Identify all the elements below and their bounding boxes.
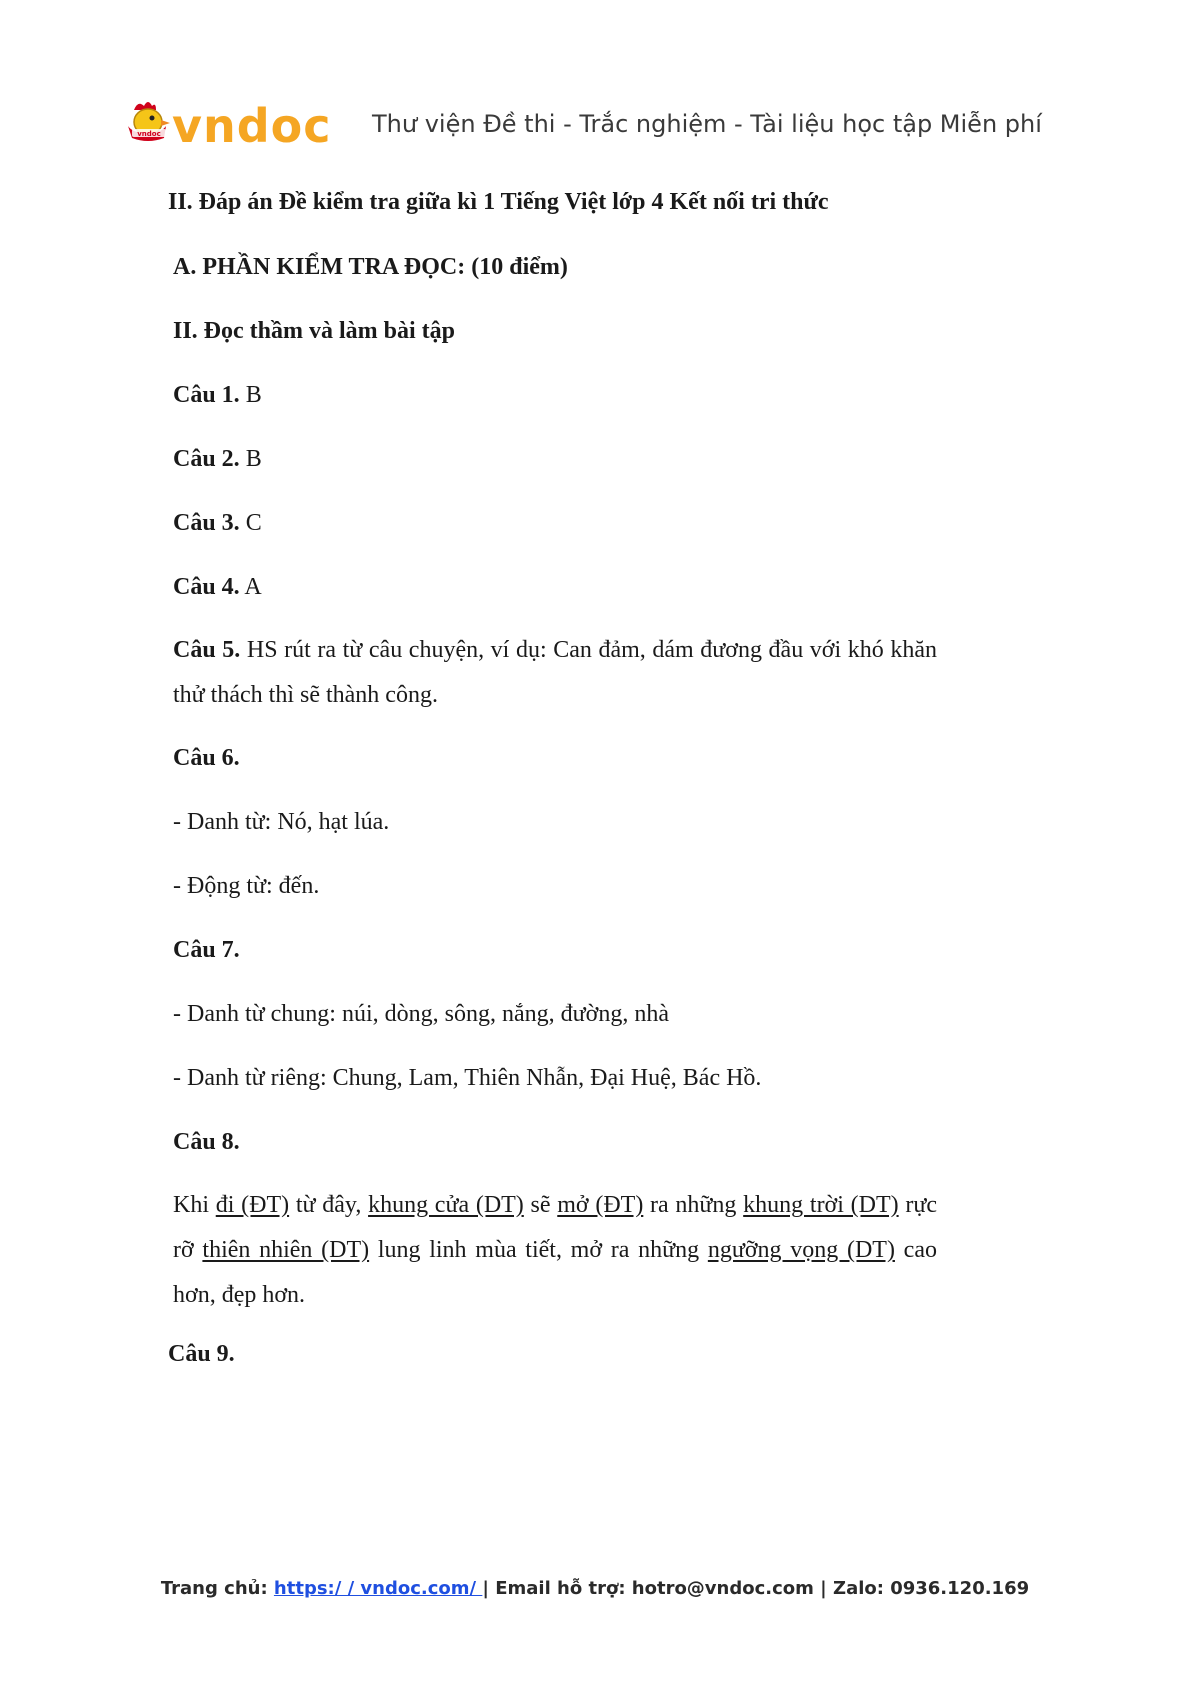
question-6-nouns: - Danh từ: Nó, hạt lúa. (173, 809, 390, 835)
question-answer: B (245, 382, 262, 408)
question-label: Câu 4. (173, 574, 240, 600)
underlined-word: mở (ĐT) (557, 1192, 644, 1218)
doc-title: II. Đáp án Đề kiểm tra giữa kì 1 Tiếng Việt lớp 4 Kết nối tri thức (168, 189, 829, 215)
text-run: Khi (173, 1192, 216, 1218)
question-7-proper-nouns: - Danh từ riêng: Chung, Lam, Thiên Nhẫn, Đại Huệ, Bác Hồ. (173, 1065, 762, 1091)
svg-text:vndoc: vndoc (172, 99, 332, 153)
question-answer: HS rút ra từ câu chuyện, ví dụ: Can đảm, dám đương đầu với khó khăn thử thách thì sẽ thành công. (173, 637, 937, 708)
question-answer: C (245, 510, 262, 536)
text-run: ra những (643, 1192, 744, 1218)
underlined-word: khung cửa (DT) (368, 1192, 524, 1218)
rooster-logo-icon (124, 96, 344, 156)
question-6-verbs: - Động từ: đến. (173, 873, 320, 899)
text-run: sẽ (523, 1192, 558, 1218)
underlined-word: đi (ĐT) (215, 1192, 290, 1218)
site-tagline: Thư viện Đề thi - Trắc nghiệm - Tài liệu học tập Miễn phí (372, 110, 1042, 138)
page-header (124, 96, 1084, 156)
question-4 (173, 574, 262, 601)
question-8-label: Câu 8. (173, 1129, 240, 1155)
question-answer: A (244, 574, 262, 600)
footer-home-label: Trang chủ: (160, 1578, 274, 1599)
section-a-heading: A. PHẦN KIỂM TRA ĐỌC: (10 điểm) (173, 254, 568, 280)
question-answer: B (245, 446, 262, 472)
text-run: từ đây, (289, 1192, 369, 1218)
question-label: Câu 2. (173, 446, 240, 472)
text-run: rực rỡ (173, 1192, 938, 1263)
question-2 (173, 446, 262, 473)
question-8-answer (173, 1183, 937, 1318)
vndoc-logo[interactable] (124, 96, 344, 156)
question-label: Câu 1. (173, 382, 240, 408)
question-5 (173, 628, 937, 718)
question-3 (173, 510, 262, 537)
question-label: Câu 3. (173, 510, 240, 536)
question-7-label: Câu 7. (173, 937, 240, 963)
question-9-label: Câu 9. (168, 1341, 235, 1367)
home-link[interactable]: https:/ / vndoc.com/ (273, 1578, 483, 1599)
text-run: cao hơn, đẹp hơn. (173, 1237, 937, 1308)
underlined-word: thiên nhiên (DT) (202, 1237, 370, 1263)
footer-contact-info: | Email hỗ trợ: hotro@vndoc.com | Zalo: 0936.120.169 (482, 1578, 1030, 1599)
question-label: Câu 5. (173, 637, 241, 663)
underlined-word: khung trời (DT) (743, 1192, 899, 1218)
question-6-label: Câu 6. (173, 745, 240, 771)
page-footer (0, 1578, 1190, 1599)
svg-text:vndoc: vndoc (137, 130, 161, 138)
section-ii-heading: II. Đọc thầm và làm bài tập (173, 318, 456, 344)
question-1 (173, 382, 262, 409)
text-run: lung linh mùa tiết, mở ra những (369, 1237, 708, 1263)
question-7-common-nouns: - Danh từ chung: núi, dòng, sông, nắng, đường, nhà (173, 1001, 669, 1027)
underlined-word: ngưỡng vọng (DT) (707, 1237, 895, 1263)
